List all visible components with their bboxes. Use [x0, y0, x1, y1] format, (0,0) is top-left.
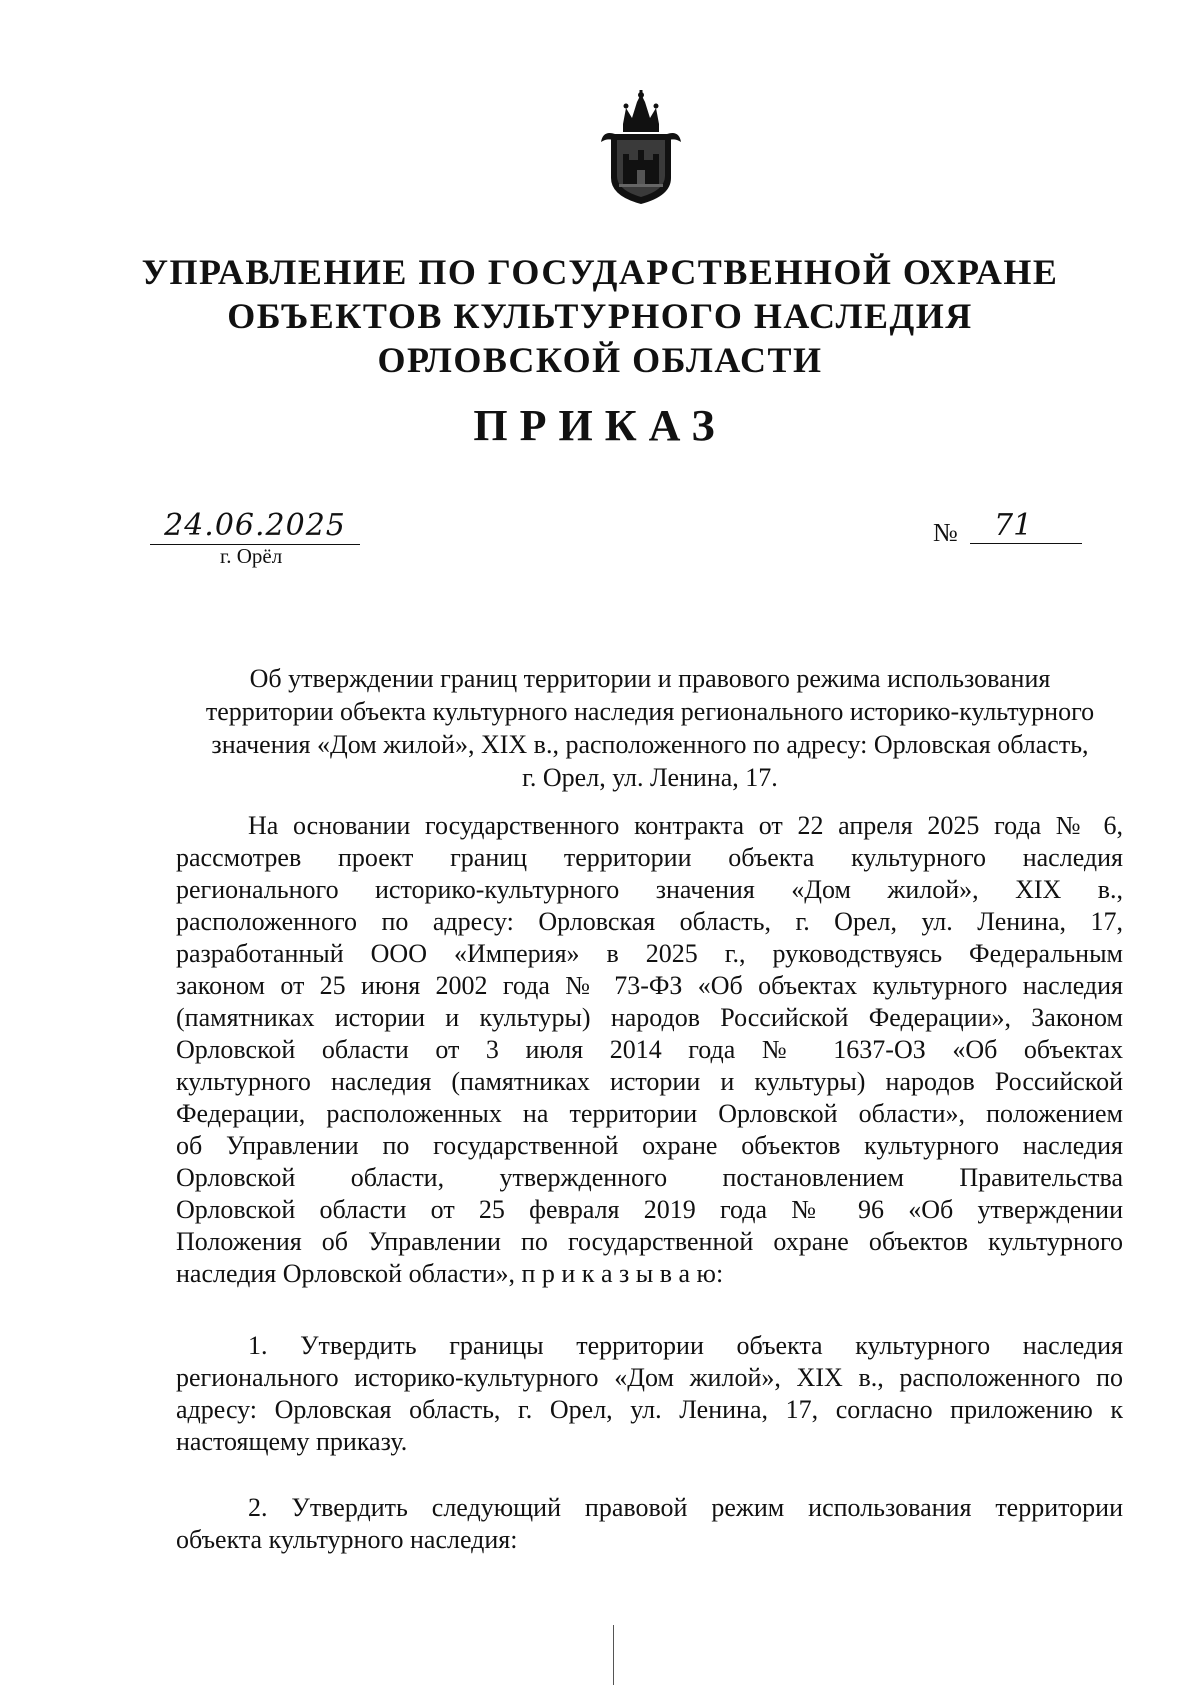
paragraph-line: Орловской области от 3 июля 2014 года № 1637-ОЗ «Об объектах [176, 1035, 1123, 1064]
paragraph-line: объекта культурного наследия: [176, 1525, 518, 1554]
agency-name [100, 250, 1100, 382]
paragraph-line: Орловской области от 25 февраля 2019 года № 96 «Об утверждении [176, 1195, 1123, 1224]
agency-name-line: ОРЛОВСКОЙ ОБЛАСТИ [377, 340, 823, 380]
order-title [170, 662, 1130, 794]
order-title-line: г. Орел, ул. Ленина, 17. [522, 763, 778, 792]
paragraph-line: культурного наследия (памятниках истории и культуры) народов Российской [176, 1067, 1123, 1096]
paragraph-line: регионального историко-культурного «Дом жилой», XIX в., расположенного по [176, 1363, 1123, 1392]
agency-name-line: УПРАВЛЕНИЕ ПО ГОСУДАРСТВЕННОЙ ОХРАНЕ [141, 252, 1059, 292]
order-item-1 [176, 1330, 1123, 1458]
paragraph-line: законом от 25 июня 2002 года № 73-ФЗ «Об объектах культурного наследия [176, 971, 1123, 1000]
page-divider-mark [613, 1625, 614, 1685]
paragraph-line: регионального историко-культурного значения «Дом жилой», XIX в., [176, 875, 1123, 904]
paragraph-line: 2. Утвердить следующий правовой режим использования территории [248, 1493, 1123, 1522]
paragraph-line: настоящему приказу. [176, 1427, 408, 1456]
paragraph-line: рассмотрев проект границ территории объекта культурного наследия [176, 843, 1123, 872]
paragraph-line: (памятниках истории и культуры) народов Российской Федерации», Законом [176, 1003, 1123, 1032]
paragraph-line: адресу: Орловская область, г. Орел, ул. Ленина, 17, согласно приложению к [176, 1395, 1123, 1424]
paragraph-line: Федерации, расположенных на территории Орловской области», положением [176, 1099, 1123, 1128]
paragraph-line: наследия Орловской области», п р и к а з ы в а ю: [176, 1259, 724, 1288]
basis-paragraph [176, 810, 1123, 1290]
order-title-line: значения «Дом жилой», XIX в., расположенного по адресу: Орловская область, [211, 730, 1089, 759]
order-item-2 [176, 1492, 1123, 1556]
paragraph-line: На основании государственного контракта от 22 апреля 2025 года № 6, [248, 811, 1123, 840]
paragraph-line: об Управлении по государственной охране объектов культурного наследия [176, 1131, 1123, 1160]
order-date: 24.06.2025 [150, 508, 360, 545]
paragraph-line: расположенного по адресу: Орловская область, г. Орел, ул. Ленина, 17, [176, 907, 1123, 936]
order-number-sign: № [933, 518, 958, 547]
paragraph-line: Положения об Управлении по государственной охране объектов культурного [176, 1227, 1123, 1256]
order-title-line: Об утверждении границ территории и правового режима использования [249, 664, 1051, 693]
paragraph-line: разработанный ООО «Империя» в 2025 г., руководствуясь Федеральным [176, 939, 1123, 968]
order-number: 71 [970, 508, 1082, 544]
orel-coat-of-arms-icon [593, 90, 689, 206]
order-city: г. Орёл [220, 544, 283, 568]
paragraph-line: Орловской области, утвержденного постановлением Правительства [176, 1163, 1123, 1192]
paragraph-line: 1. Утвердить границы территории объекта культурного наследия [248, 1331, 1123, 1360]
order-title-line: территории объекта культурного наследия регионального историко-культурного [205, 697, 1095, 726]
agency-name-line: ОБЪЕКТОВ КУЛЬТУРНОГО НАСЛЕДИЯ [227, 296, 973, 336]
document-type: ПРИКАЗ [473, 401, 727, 450]
